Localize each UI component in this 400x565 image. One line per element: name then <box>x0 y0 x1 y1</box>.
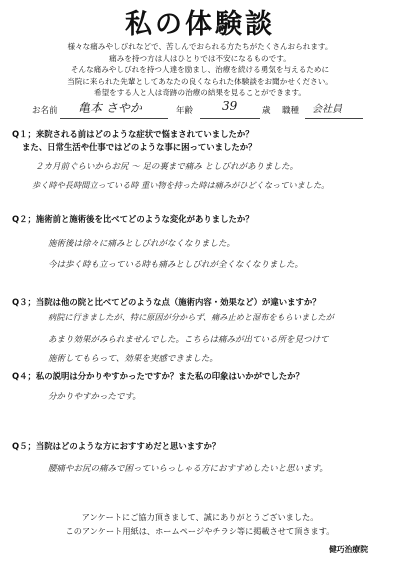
age-value: 39 <box>222 99 238 113</box>
question-4: Q４；私の説明は分かりやすかったですか？また私の印象はいかがでしたか？ <box>12 371 304 381</box>
clinic-name: 健巧治療院 <box>329 545 368 554</box>
answer-5-line: 腰痛やお尻の痛みで困っていらっしゃる方におすすめしたいと思います。 <box>48 464 328 474</box>
job-label: 職種 <box>282 106 300 116</box>
name-underline <box>60 118 168 119</box>
intro-line: 当院に来られた先輩としてあなたの良くなられた体験談をお聞かせください。 <box>67 76 333 86</box>
question-2: Q２；施術前と施術後を比べてどのような変化がありましたか？ <box>12 214 254 224</box>
answer-1-line: 歩く時や長時間立っている時 重い物を持った時は痛みがひどくなっていました。 <box>32 180 330 190</box>
job-value: 会社員 <box>312 104 342 115</box>
job-underline <box>305 118 363 119</box>
intro-text <box>30 41 370 99</box>
answer-3-line: あまり効果がみられませんでした。こちらは痛みが出ている所を見つけて <box>48 335 329 345</box>
intro-line: 様々な痛みやしびれなどで、苦しんでおられる方たちがたくさんおられます。 <box>67 42 333 51</box>
age-label: 年齢 <box>176 106 194 116</box>
answer-3-line: 病院に行きましたが、特に原因が分からず、痛み止めと湿布をもらいましたが <box>48 312 334 322</box>
question-1: Q１；来院される前はどのような症状で悩まされていましたか？ <box>12 129 254 139</box>
intro-line: そんな痛みやしびれを持つ人達を励まし、治療を続ける勇気を与えるために <box>70 65 330 75</box>
intro-line: 希望をする人と人は奇跡の治療の結果を見ることができます。 <box>93 88 306 98</box>
page-title: 私の体験談 <box>125 9 275 40</box>
name-value: 亀本 さやか <box>78 101 142 115</box>
name-label: お名前 <box>32 106 58 116</box>
age-underline <box>200 118 260 119</box>
age-unit: 歳 <box>262 106 271 116</box>
answer-2-line: 今は歩く時も立っている時も痛みとしびれが全くなくなりました。 <box>48 260 304 270</box>
answer-2-line: 施術後は徐々に痛みとしびれがなくなりました。 <box>48 239 236 249</box>
intro-line: 痛みを持つ方は人はひとりでは不安になるものです。 <box>109 53 291 63</box>
answer-3-line: 施術してもらって、効果を実感できました。 <box>48 354 218 364</box>
footer-notice: このアンケート用紙は、ホームページやチラシ等に掲載させて頂きます。 <box>65 526 335 536</box>
question-5: Q５；当院はどのような方におすすめだと思いますか？ <box>12 441 221 451</box>
answer-4-line: 分かりやすかったです。 <box>48 392 141 402</box>
respondent-info <box>0 99 400 118</box>
question-3: Q３；当院は他の院と比べてどのような点（施術内容・効果など）が違いますか？ <box>12 297 321 307</box>
question-1-sub: また、日常生活や仕事ではどのような事に困っていましたか？ <box>22 142 257 152</box>
answer-1-line: ２カ月前ぐらいからお尻 〜 足の裏まで痛み としびれがありました。 <box>35 162 299 172</box>
footer-thanks: アンケートにご協力頂きまして、誠にありがとうございました。 <box>81 512 319 522</box>
